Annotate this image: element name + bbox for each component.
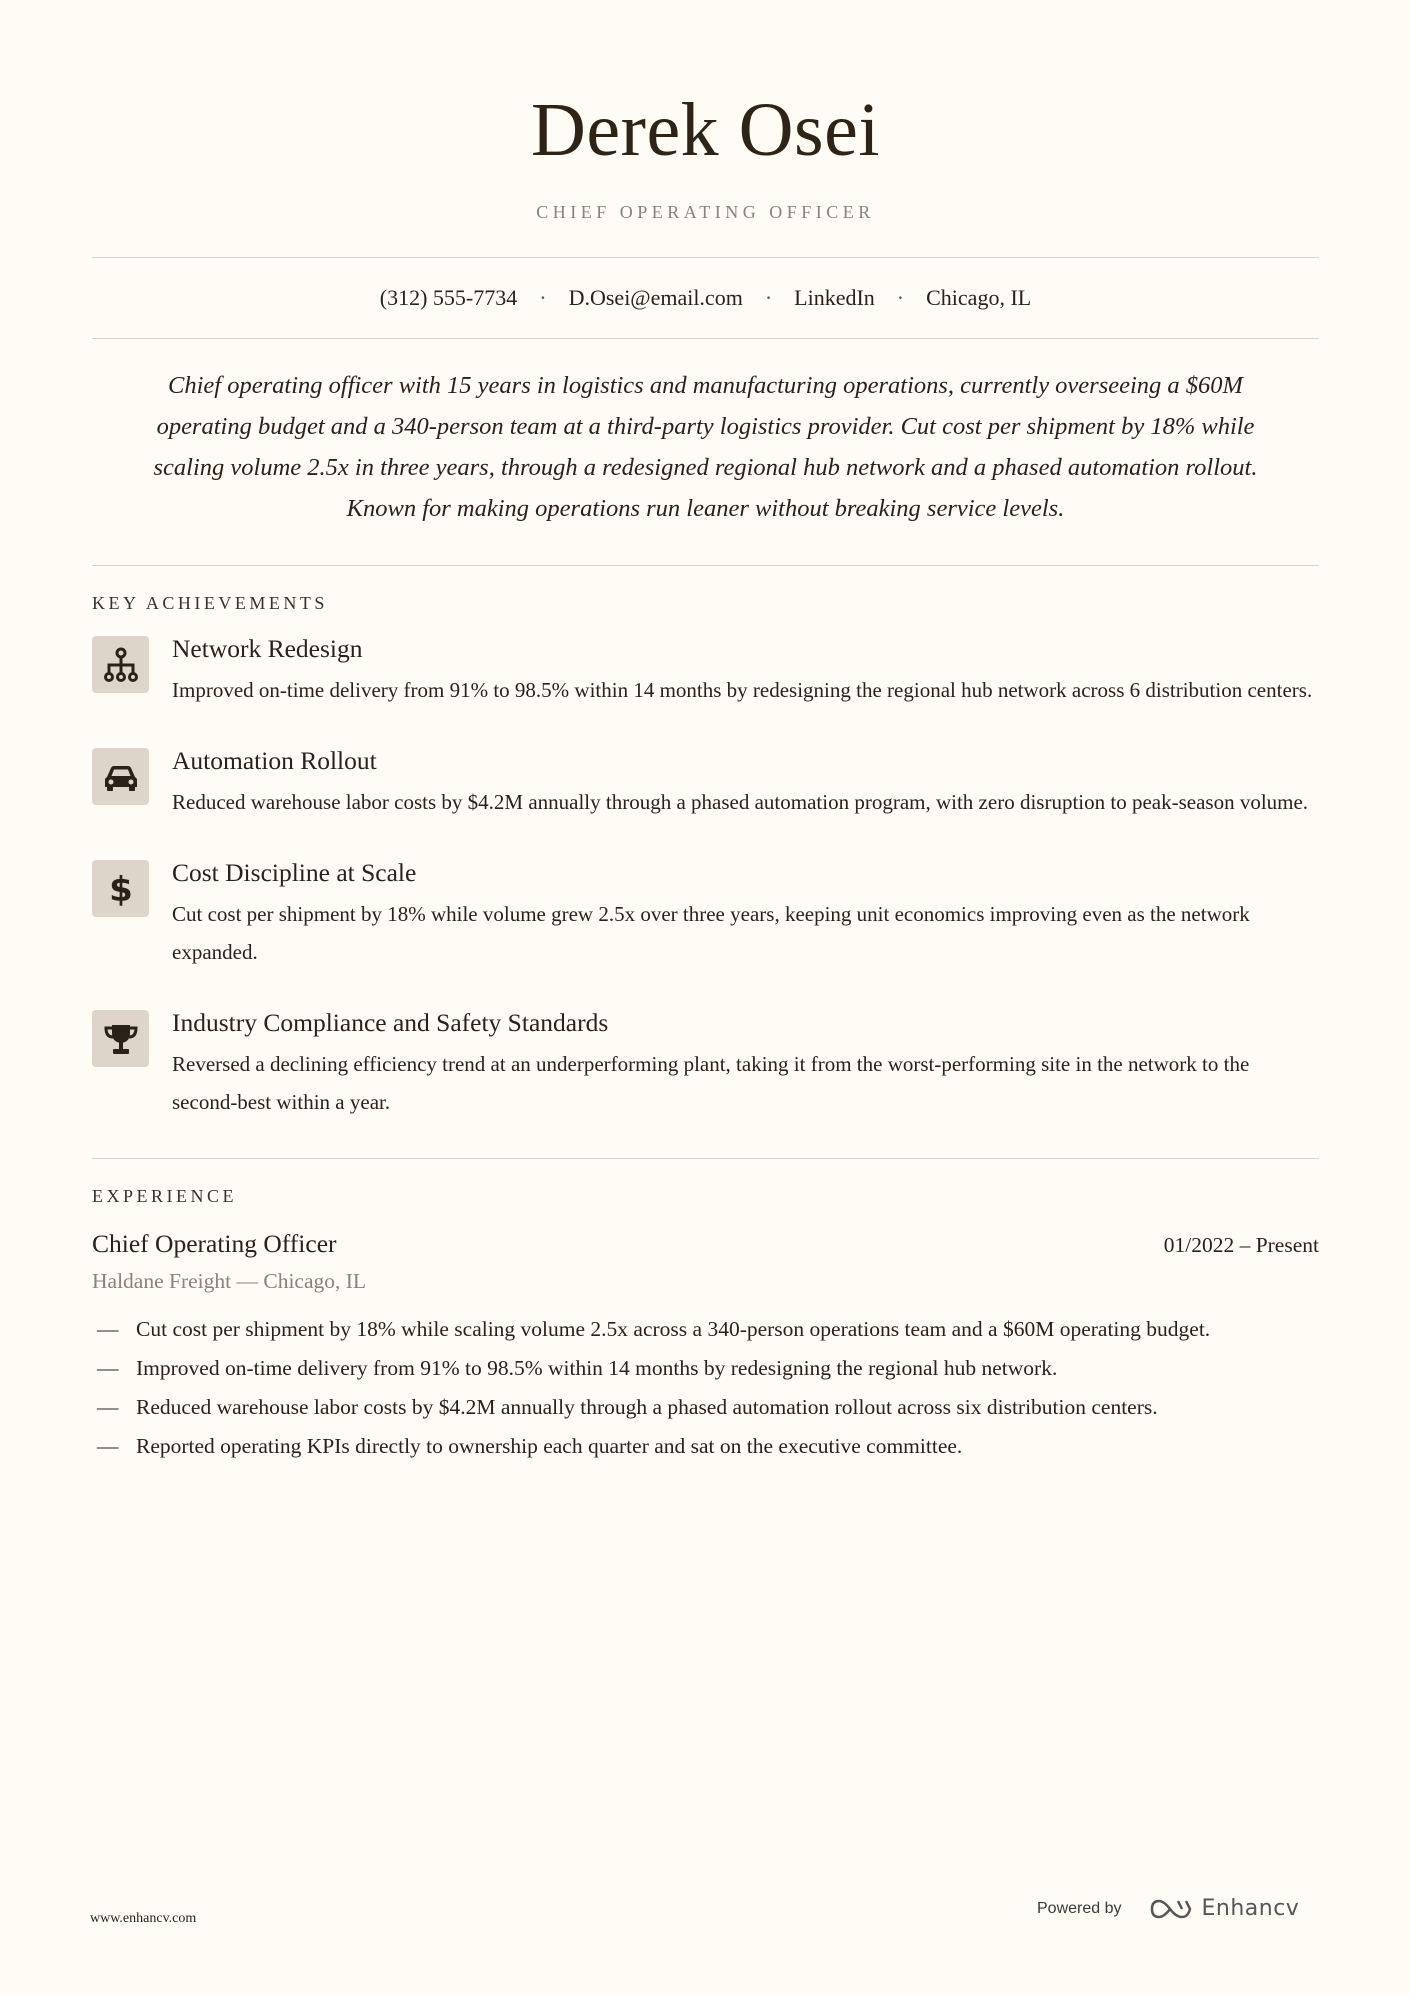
footer-website[interactable]: www.enhancv.com	[90, 1911, 197, 1926]
candidate-title: CHIEF OPERATING OFFICER	[536, 202, 875, 222]
brand-name: Enhancv	[1201, 1896, 1300, 1921]
job-bullets	[92, 1310, 1319, 1466]
network-icon	[92, 636, 149, 693]
divider	[92, 1158, 1319, 1159]
enhancv-logo[interactable]	[1148, 1896, 1300, 1921]
summary-text: Chief operating officer with 15 years in logistics and manufacturing operations, currently overseeing a $60M operating budget and a 340-person team at a third-party logistics provider. Cut cost per shipment by 18% while scaling volume 2.5x in three years, through a redesigned regional hub network and a phased automation rollout. Known for making operations run leaner without breaking service levels.	[153, 372, 1258, 522]
bullet-text: Improved on-time delivery from 91% to 98.5% within 14 months by redesigning the regional hub network.	[136, 1356, 1058, 1380]
achievement-title: Automation Rollout	[172, 746, 377, 775]
bullet-marker: —	[97, 1395, 119, 1419]
contact-email[interactable]: D.Osei@email.com	[568, 285, 743, 310]
achievement-description: Cut cost per shipment by 18% while volume grew 2.5x over three years, keeping unit economics improving even as the network expanded.	[172, 902, 1250, 964]
experience-heading: EXPERIENCE	[92, 1186, 237, 1206]
bullet-text: Reduced warehouse labor costs by $4.2M annually through a phased automation rollout across six distribution centers.	[136, 1395, 1158, 1419]
divider	[92, 565, 1319, 566]
candidate-name: Derek Osei	[531, 88, 880, 172]
achievement-item	[92, 858, 1319, 971]
bullet-marker: —	[97, 1434, 119, 1458]
bullet-marker: —	[97, 1356, 119, 1380]
contact-location: Chicago, IL	[926, 285, 1032, 310]
achievement-item	[92, 746, 1319, 821]
achievement-description: Reduced warehouse labor costs by $4.2M annually through a phased automation program, with zero disruption to peak-season volume.	[172, 790, 1309, 814]
bullet-text: Cut cost per shipment by 18% while scaling volume 2.5x across a 340-person operations team and a $60M operating budget.	[136, 1317, 1211, 1341]
list-item	[92, 1310, 1319, 1349]
experience-entry	[92, 1229, 1319, 1466]
job-role: Chief Operating Officer	[92, 1229, 337, 1258]
contact-separator: ·	[539, 285, 547, 310]
list-item	[92, 1427, 1319, 1466]
achievement-title: Industry Compliance and Safety Standards	[172, 1008, 609, 1037]
trophy-icon	[92, 1010, 149, 1067]
job-company: Haldane Freight — Chicago, IL	[92, 1269, 367, 1293]
contact-separator: ·	[764, 285, 773, 310]
achievement-title: Cost Discipline at Scale	[172, 858, 417, 887]
list-item	[92, 1349, 1319, 1388]
svg-text:$: $	[108, 869, 133, 909]
achievement-description: Reversed a declining efficiency trend at an underperforming plant, taking it from the worst-performing site in the network to the second-best within a year.	[172, 1052, 1250, 1114]
footer-branding	[1037, 1896, 1299, 1921]
achievement-item	[92, 1008, 1319, 1121]
achievement-title: Network Redesign	[172, 634, 363, 663]
bullet-marker: —	[97, 1317, 119, 1341]
enhancv-logo-icon	[1148, 1897, 1194, 1921]
contact-bar	[92, 258, 1319, 338]
resume-page	[92, 0, 1319, 1466]
contact-phone[interactable]: (312) 555-7734	[379, 285, 518, 310]
list-item	[92, 1388, 1319, 1427]
job-dates: 01/2022 – Present	[1163, 1233, 1319, 1257]
dollar-icon	[92, 860, 149, 917]
contact-separator: ·	[896, 285, 905, 310]
car-icon	[92, 748, 149, 805]
powered-by-label: Powered by	[1037, 1899, 1122, 1917]
achievements-heading: KEY ACHIEVEMENTS	[92, 593, 328, 613]
achievement-description: Improved on-time delivery from 91% to 98.5% within 14 months by redesigning the regional hub network across 6 distribution centers.	[172, 678, 1313, 702]
contact-linkedin[interactable]: LinkedIn	[794, 285, 875, 310]
achievement-item	[92, 634, 1319, 709]
bullet-text: Reported operating KPIs directly to ownership each quarter and sat on the executive committee.	[136, 1434, 963, 1458]
